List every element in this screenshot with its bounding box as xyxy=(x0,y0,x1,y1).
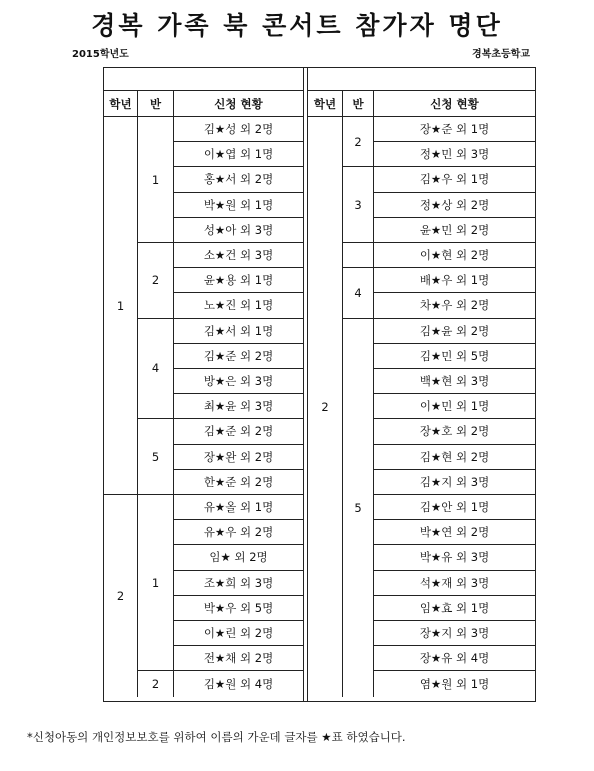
table-row: 염★원 외 1명 xyxy=(419,676,490,691)
table-row: 윤★용 외 1명 xyxy=(174,268,303,293)
table-row: 김★지 외 3명 xyxy=(374,470,535,495)
table-row: 전★채 외 2명 xyxy=(174,646,303,671)
table-row: 배★우 외 1명 xyxy=(374,268,535,293)
table-row: 임★효 외 1명 xyxy=(374,596,535,621)
table-row: 임★ 외 2명 xyxy=(174,545,303,570)
right-header-grade: 학년 xyxy=(308,91,343,117)
right-header-class: 반 xyxy=(343,91,374,117)
table-row: 장★호 외 2명 xyxy=(374,419,535,444)
table-row: 김★안 외 1명 xyxy=(374,495,535,520)
table-row: 장★준 외 1명 xyxy=(374,117,535,142)
table-row: 정★상 외 2명 xyxy=(374,193,535,218)
table-row: 석★재 외 3명 xyxy=(374,571,535,596)
class-cell: 1 xyxy=(138,495,174,671)
table-row: 장★유 외 4명 xyxy=(374,646,535,671)
table-row: 성★아 외 3명 xyxy=(174,218,303,243)
table-row: 홍★서 외 2명 xyxy=(174,167,303,192)
table-row: 박★원 외 1명 xyxy=(174,193,303,218)
class-cell: 2 xyxy=(138,671,174,696)
table-row: 유★올 외 1명 xyxy=(174,495,303,520)
participant-table xyxy=(103,67,536,702)
class-cell xyxy=(343,243,374,268)
year-label: 2015학년도 xyxy=(72,49,129,60)
table-row: 조★희 외 3명 xyxy=(174,571,303,596)
table-row: 이★민 외 1명 xyxy=(374,394,535,419)
table-row: 김★우 외 1명 xyxy=(374,167,535,192)
class-cell: 3 xyxy=(343,167,374,243)
left-header-grade: 학년 xyxy=(104,91,138,117)
page-title: 경복 가족 북 콘서트 참가자 명단 xyxy=(91,11,503,40)
table-row: 정★민 외 3명 xyxy=(374,142,535,167)
table-row: 박★유 외 3명 xyxy=(374,545,535,570)
table-row: 한★준 외 2명 xyxy=(174,470,303,495)
table-row: 이★현 외 2명 xyxy=(374,243,535,268)
table-row: 이★린 외 2명 xyxy=(174,621,303,646)
table-row: 차★우 외 2명 xyxy=(374,293,535,318)
left-header-class: 반 xyxy=(138,91,174,117)
right-blank-row xyxy=(308,68,535,91)
class-cell: 4 xyxy=(138,319,174,420)
table-row: 김★준 외 2명 xyxy=(174,344,303,369)
table-row: 최★윤 외 3명 xyxy=(174,394,303,419)
class-cell: 5 xyxy=(138,419,174,495)
table-row: 김★원 외 4명 xyxy=(203,676,274,691)
table-row: 장★지 외 3명 xyxy=(374,621,535,646)
class-cell: 1 xyxy=(138,117,174,243)
table-row: 박★연 외 2명 xyxy=(374,520,535,545)
class-cell: 5 xyxy=(343,319,374,697)
table-row: 박★우 외 5명 xyxy=(174,596,303,621)
table-row: 김★민 외 5명 xyxy=(374,344,535,369)
table-row: 윤★민 외 2명 xyxy=(374,218,535,243)
table-row: 백★현 외 3명 xyxy=(374,369,535,394)
grade-cell: 2 xyxy=(104,495,138,697)
class-cell: 4 xyxy=(343,268,374,318)
table-row: 김★서 외 1명 xyxy=(174,319,303,344)
right-header-status: 신청 현황 xyxy=(374,91,535,117)
grade-cell: 2 xyxy=(308,117,343,697)
table-row: 김★윤 외 2명 xyxy=(374,319,535,344)
grade-cell: 1 xyxy=(104,117,138,495)
class-cell: 2 xyxy=(138,243,174,319)
table-row: 이★엽 외 1명 xyxy=(174,142,303,167)
table-row: 소★건 외 3명 xyxy=(174,243,303,268)
table-row: 노★진 외 1명 xyxy=(174,293,303,318)
table-row: 김★준 외 2명 xyxy=(174,419,303,444)
table-row: 김★성 외 2명 xyxy=(174,117,303,142)
table-row: 김★현 외 2명 xyxy=(374,445,535,470)
left-blank-row xyxy=(104,68,303,91)
table-row: 유★우 외 2명 xyxy=(174,520,303,545)
left-header-status: 신청 현황 xyxy=(174,91,303,117)
table-row: 장★완 외 2명 xyxy=(174,445,303,470)
class-cell: 2 xyxy=(343,117,374,167)
school-name: 경복초등학교 xyxy=(472,49,530,60)
privacy-note: *신청아동의 개인정보보호를 위하여 이름의 가운데 글자를 ★표 하였습니다. xyxy=(27,730,406,744)
table-row: 방★은 외 3명 xyxy=(174,369,303,394)
